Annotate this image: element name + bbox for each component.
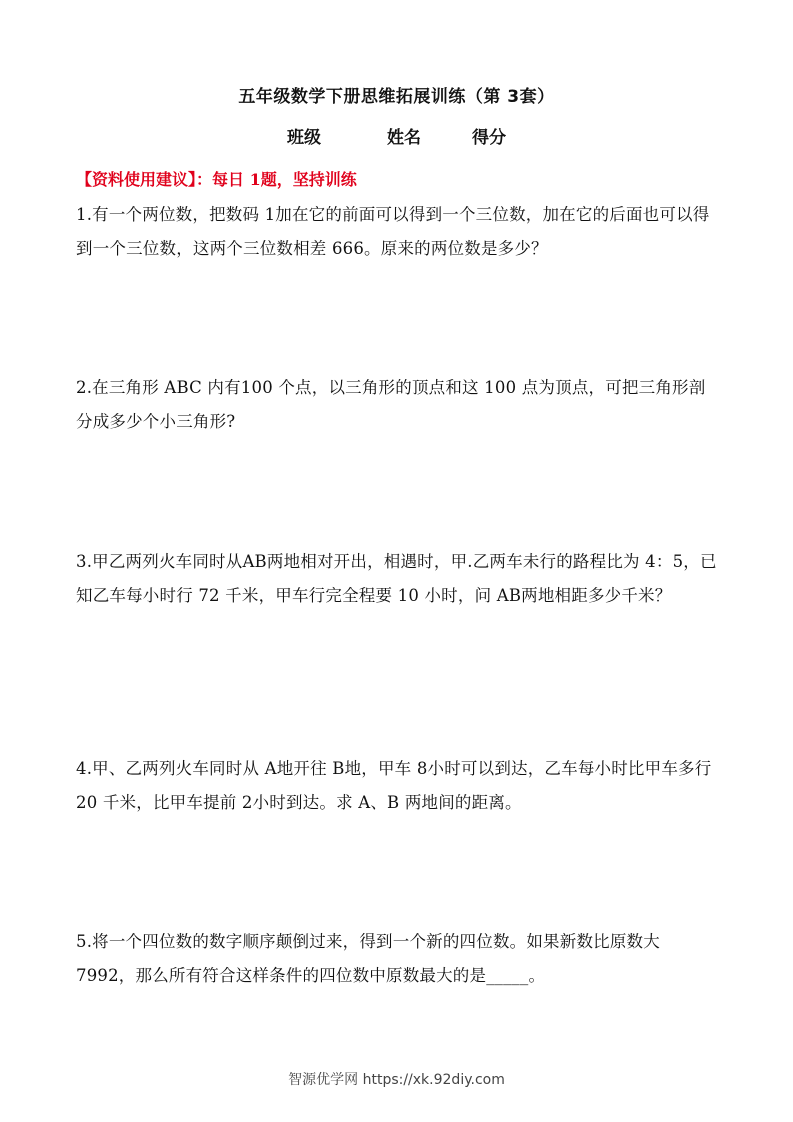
usage-advice: 【资料使用建议】：每日 1题，坚持训练 <box>76 170 357 189</box>
site-footer: 智源优学网 https://xk.92diy.com <box>288 1072 505 1088</box>
question-2: 2.在三角形 ABC 内有100 个点，以三角形的顶点和这 100 点为顶点，可把三角形剖分成多少个小三角形? <box>76 378 706 431</box>
name-label: 姓名 <box>387 128 421 148</box>
question-3: 3.甲乙两列火车同时从AB两地相对开出，相遇时，甲.乙两车未行的路程比为 4：5，已知乙车每小时行 72 千米，甲车行完全程要 10 小时，问 AB两地相距多少千米？ <box>76 552 717 605</box>
score-label: 得分 <box>472 128 506 148</box>
class-label: 班级 <box>287 128 321 148</box>
question-5: 5.将一个四位数的数字顺序颠倒过来，得到一个新的四位数。如果新数比原数大 7992，那么所有符合这样条件的四位数中原数最大的是_____。 <box>76 932 660 985</box>
page-title: 五年级数学下册思维拓展训练（第 3套） <box>238 87 555 107</box>
question-4: 4.甲、乙两列火车同时从 A地开往 B地，甲车 8小时可以到达，乙车每小时比甲车多行 20 千米，比甲车提前 2小时到达。求 A、B 两地间的距离。 <box>76 759 712 812</box>
question-1: 1.有一个两位数，把数码 1加在它的前面可以得到一个三位数，加在它的后面也可以得到一个三位数，这两个三位数相差 666。原来的两位数是多少？ <box>76 205 710 258</box>
